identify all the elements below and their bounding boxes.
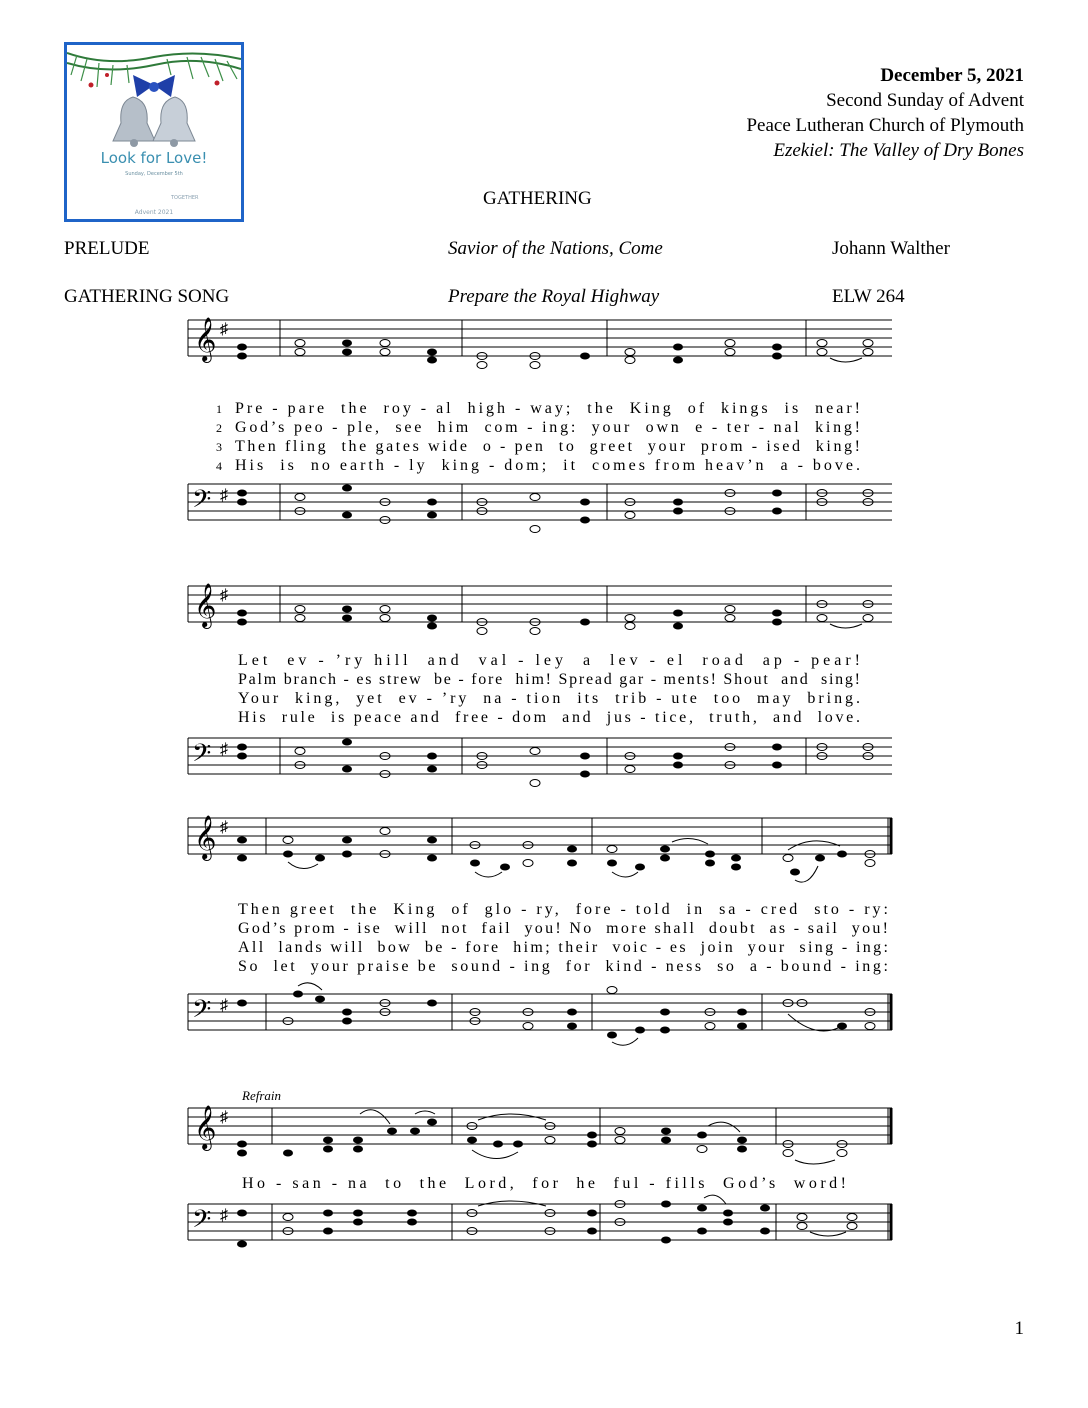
lyric-line: Your king, yet ev - ’ry na - tion its trib - ute too may bring.	[238, 690, 860, 707]
key-signature: ♯	[220, 1207, 228, 1224]
bass-clef: 𝄢	[192, 996, 212, 1029]
refrain-lyric: Ho - san - na to the Lord, for he ful - fills God’s word!	[242, 1175, 846, 1192]
verse-number: 4	[216, 459, 222, 473]
notes	[237, 340, 873, 369]
key-signature: ♯	[220, 819, 228, 836]
lyric-line: Palm branch - es strew be - fore him! Spread gar - ments! Shout and sing!	[238, 671, 860, 688]
lyric-line: Let ev - ’ry hill and val - ley a lev - el road ap - pear!	[238, 652, 860, 669]
section-title: GATHERING	[483, 188, 592, 209]
sermon-theme: Ezekiel: The Valley of Dry Bones	[773, 140, 1024, 161]
verse-number: 1	[216, 402, 222, 416]
treble-staff	[188, 586, 892, 622]
bass-staff	[188, 738, 892, 774]
tie	[830, 358, 862, 362]
verse-number: 3	[216, 440, 222, 454]
lyric-line: God’s peo - ple, see him com - ing: your own e - ter - nal king!	[235, 419, 861, 436]
bass-staff	[188, 1204, 892, 1240]
treble-staff	[188, 1108, 892, 1144]
notes	[237, 601, 873, 635]
lyric-line: Then greet the King of glo - ry, fore - told in sa - cred sto - ry:	[238, 901, 889, 918]
bass-staff	[188, 484, 892, 520]
key-signature: ♯	[220, 741, 228, 758]
bulletin-logo	[64, 42, 244, 222]
notes	[237, 485, 873, 533]
lyric-line: So let your praise be sound - ing for kind - ness so a - bound - ing:	[238, 958, 889, 975]
gathering-song-label: GATHERING SONG	[64, 286, 230, 307]
service-date: December 5, 2021	[880, 65, 1024, 86]
hymn-system-2	[188, 584, 892, 787]
lyric-line: His is no earth - ly king - dom; it comes from heav’n a - bove.	[235, 457, 860, 474]
bass-clef: 𝄢	[192, 1206, 212, 1239]
lyric-line: His rule is peace and free - dom and jus - tice, truth, and love.	[238, 709, 861, 726]
christmas-bells-illustration	[67, 45, 241, 219]
bass-clef: 𝄢	[192, 486, 212, 519]
key-signature: ♯	[220, 997, 228, 1014]
hymn-system-1	[188, 318, 892, 533]
verse-number: 2	[216, 421, 222, 435]
bass-clef: 𝄢	[192, 740, 212, 773]
liturgical-day: Second Sunday of Advent	[826, 90, 1024, 111]
logo-season: Advent 2021	[134, 209, 174, 216]
hymn-refrain	[188, 1088, 892, 1248]
logo-brand: TOGETHER	[171, 195, 199, 201]
key-signature: ♯	[220, 321, 228, 338]
treble-clef: 𝄞	[194, 585, 217, 627]
refrain-label: Refrain	[242, 1088, 281, 1103]
notes	[237, 828, 875, 876]
logo-title: Look for Love!	[100, 149, 208, 167]
treble-staff	[188, 818, 892, 854]
gathering-song-number: ELW 264	[832, 286, 905, 307]
key-signature: ♯	[220, 587, 228, 604]
notes	[237, 739, 873, 787]
prelude-title: Savior of the Nations, Come	[448, 238, 663, 259]
tie	[830, 624, 862, 628]
logo-subtitle: Sunday, December 5th	[125, 171, 183, 177]
prelude-composer: Johann Walther	[832, 238, 950, 259]
church-name: Peace Lutheran Church of Plymouth	[746, 115, 1024, 136]
slurs	[478, 1195, 846, 1236]
hymn-system-3	[188, 816, 892, 1045]
gathering-song-title: Prepare the Royal Highway	[448, 286, 660, 307]
lyric-line: All lands will bow be - fore him; their voic - es join your sing - ing:	[238, 939, 889, 956]
hymn-score	[180, 314, 900, 1274]
treble-staff	[188, 320, 892, 356]
notes	[237, 1119, 847, 1157]
key-signature: ♯	[220, 487, 228, 504]
page-number: 1	[1014, 1318, 1024, 1339]
lyric-line: God’s prom - ise will not fail you! No more shall doubt as - sail you!	[238, 920, 888, 937]
prelude-label: PRELUDE	[64, 238, 150, 259]
slurs	[360, 1110, 835, 1164]
treble-clef: 𝄞	[194, 817, 217, 859]
lyric-line: Then fling the gates wide o - pen to greet your prom - ised king!	[235, 438, 860, 455]
treble-clef: 𝄞	[194, 319, 217, 361]
lyric-line: Pre - pare the roy - al high - way; the King of kings is near!	[235, 400, 860, 417]
key-signature: ♯	[220, 1109, 228, 1126]
treble-clef: 𝄞	[194, 1107, 217, 1149]
